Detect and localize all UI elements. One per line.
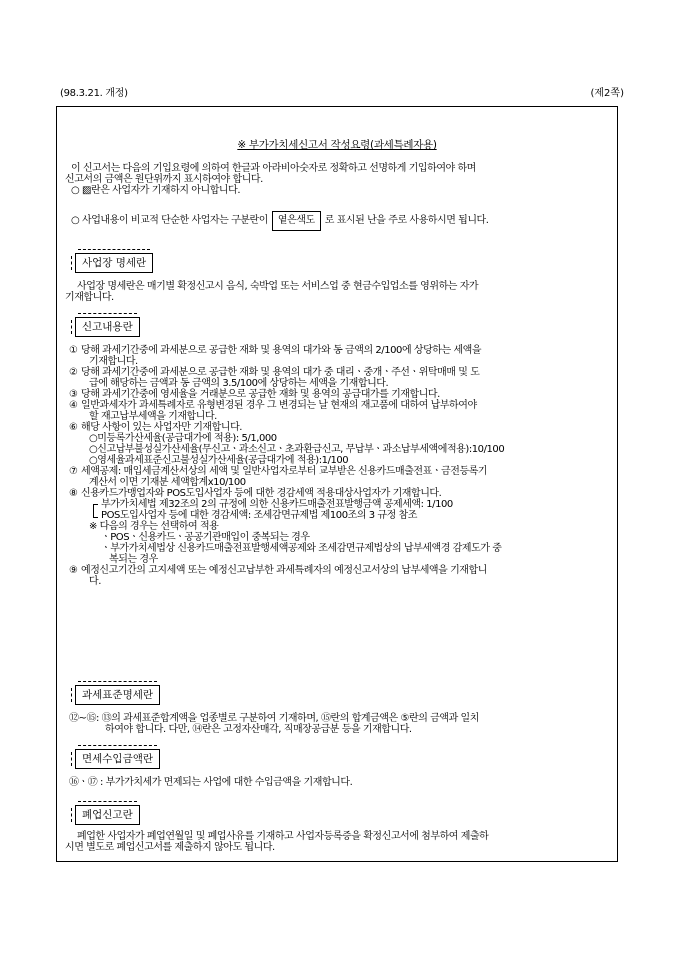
item-7: ⑦ 세액공제: 매입세금계산서상의 세액 및 일반사업자로부터 교부받은 신용카드매출전표ㆍ금전등록기 bbox=[69, 466, 488, 477]
section-tax-base-text bbox=[65, 713, 611, 735]
item-8: ⑧ 신용카드가맹업자와 POS도입사업자 등에 대한 경감세액 적용대상사업자가 기재합니다. bbox=[69, 488, 442, 499]
section-business-place-title: 사업장 명세란 bbox=[75, 253, 153, 273]
item-8-sub-1: 부가가치세법 제32조의 2의 규정에 의한 신용카드매출전표발행금액 공제세액: 1/100 bbox=[101, 499, 453, 510]
closure-line-2: 시면 별도로 폐업신고서를 제출하지 않아도 됩니다. bbox=[65, 842, 275, 853]
item-8-note-1: ㆍPOSㆍ신용카드ㆍ공공기관매입이 중복되는 경우 bbox=[101, 532, 310, 543]
section-exempt-income-title: 면세수입금액란 bbox=[75, 749, 160, 769]
item-2-cont: 급에 해당하는 금액과 동 금액의 3.5/100에 상당하는 세액을 기재합니다. bbox=[89, 378, 389, 389]
exempt-income-line-1: ⑯ㆍ⑰ : 부가가치세가 면제되는 사업에 대한 수입금액을 기재합니다. bbox=[69, 777, 353, 788]
item-8-note: ※ 다음의 경우는 선택하여 적용 bbox=[89, 521, 219, 532]
intro-line-4-pre: ○ 사업내용이 비교적 단순한 사업자는 구분란이 bbox=[71, 215, 268, 226]
item-9: ⑨ 예정신고기간의 고지세액 또는 예정신고납부한 과세특례자의 예정신고서상의 납부세액을 기재합니 bbox=[69, 565, 487, 576]
section-exempt-income-text bbox=[65, 777, 611, 788]
item-8-sub-2: POS도입사업자 등에 대한 경감세액: 조세감면규제법 제100조의 3 규정 참조 bbox=[101, 510, 417, 521]
item-6-sub-2: ○신고납부불성실가산세율(무신고ㆍ과소신고ㆍ초과환급신고, 무납부ㆍ과소납부세액에적용):10/100 bbox=[89, 444, 505, 455]
section-closure-title: 폐업신고란 bbox=[75, 805, 140, 825]
item-2: ② 당해 과세기간중에 과세분으로 공급한 재화 및 용역의 대가 중 대리ㆍ중개ㆍ주선ㆍ위탁매매 및 도 bbox=[69, 367, 480, 378]
item-6-sub-3: ○영세율과세표준신고불성실가산세율(공급대가에 적용):1/100 bbox=[89, 455, 349, 466]
item-8-note-2-cont: 복되는 경우 bbox=[109, 554, 158, 565]
item-1-cont: 기재합니다. bbox=[89, 356, 138, 367]
item-6-sub-1: ○미등록가산세율(공급대가에 적용): 5/1,000 bbox=[89, 433, 277, 444]
intro-line-4-post: 로 표시된 난을 주로 사용하시면 됩니다. bbox=[324, 215, 489, 226]
item-7-cont: 계산서 이면 기재분 세액합계x10/100 bbox=[89, 477, 246, 488]
intro-line-1: 이 신고서는 다음의 기입요령에 의하여 한글과 아라비아숫자로 정확하고 선명하게 기입하여야 하며 bbox=[71, 163, 476, 174]
section-tax-base-title: 과세표준명세란 bbox=[75, 685, 160, 705]
item-8-bracket bbox=[65, 499, 611, 521]
item-1: ① 당해 과세기간중에 과세분으로 공급한 재화 및 용역의 대가와 동 금액의 2/100에 상당하는 세액을 bbox=[69, 345, 482, 356]
intro-block bbox=[65, 163, 611, 196]
item-3: ③ 당해 과세기간중에 영세율을 거래분으로 공급한 재화 및 용역의 공급대가를 기재합니다. bbox=[69, 389, 440, 400]
section-report-content-title: 신고내용란 bbox=[75, 317, 140, 337]
section-closure-text bbox=[65, 831, 611, 853]
intro-line-4 bbox=[65, 211, 611, 231]
closure-line-1: 폐업한 사업자가 폐업연월일 및 폐업사유를 기재하고 사업자등록증을 확정신고서에 첨부하여 제출하 bbox=[77, 831, 489, 842]
business-place-line-2: 기재합니다. bbox=[65, 292, 114, 303]
item-4: ④ 일반과세자가 과세특례자로 유형변경된 경우 그 변경되는 날 현재의 재고품에 대하여 납부하여야 bbox=[69, 400, 477, 411]
intro-line-2: 신고서의 금액은 원단위까지 표시하여야 합니다. bbox=[65, 174, 263, 185]
section-report-content-body bbox=[65, 345, 611, 587]
item-8-note-2: ㆍ부가가치세법상 신용카드매출전표발행세액공제와 조세감면규제법상의 납부세액경 감제도가 중 bbox=[101, 543, 502, 554]
page-number: (제2쪽) bbox=[590, 88, 624, 99]
item-9-cont: 다. bbox=[89, 576, 101, 587]
tax-base-line-2: 하여야 합니다. 다만, ⑭란은 고정자산매각, 직매장공급분 등을 기재합니다. bbox=[105, 724, 412, 735]
tax-base-line-1: ⑫~⑮: ⑬의 과세표준합계액을 업종별로 구분하여 기재하며, ⑮란의 합계금액은 ⑤란의 금액과 일치 bbox=[69, 713, 479, 724]
document-frame bbox=[56, 106, 618, 862]
revision-date: (98.3.21. 개정) bbox=[60, 88, 128, 99]
business-place-line-1: 사업장 명세란은 매기별 확정신고시 음식, 숙박업 또는 서비스업 중 현금수입업소를 영위하는 자가 bbox=[77, 281, 479, 292]
section-business-place-text bbox=[65, 281, 611, 303]
item-4-cont: 할 재고납부세액을 기재합니다. bbox=[89, 411, 217, 422]
intro-line-3: ○ ▨란은 사업자가 기재하지 아니합니다. bbox=[71, 185, 241, 196]
light-shade-box: 옅은색도 bbox=[272, 211, 321, 231]
document-title: ※ 부가가치세신고서 작성요령(과세특례자용) bbox=[237, 139, 437, 151]
item-6: ⑥ 해당 사항이 있는 사업자만 기재합니다. bbox=[69, 422, 243, 433]
